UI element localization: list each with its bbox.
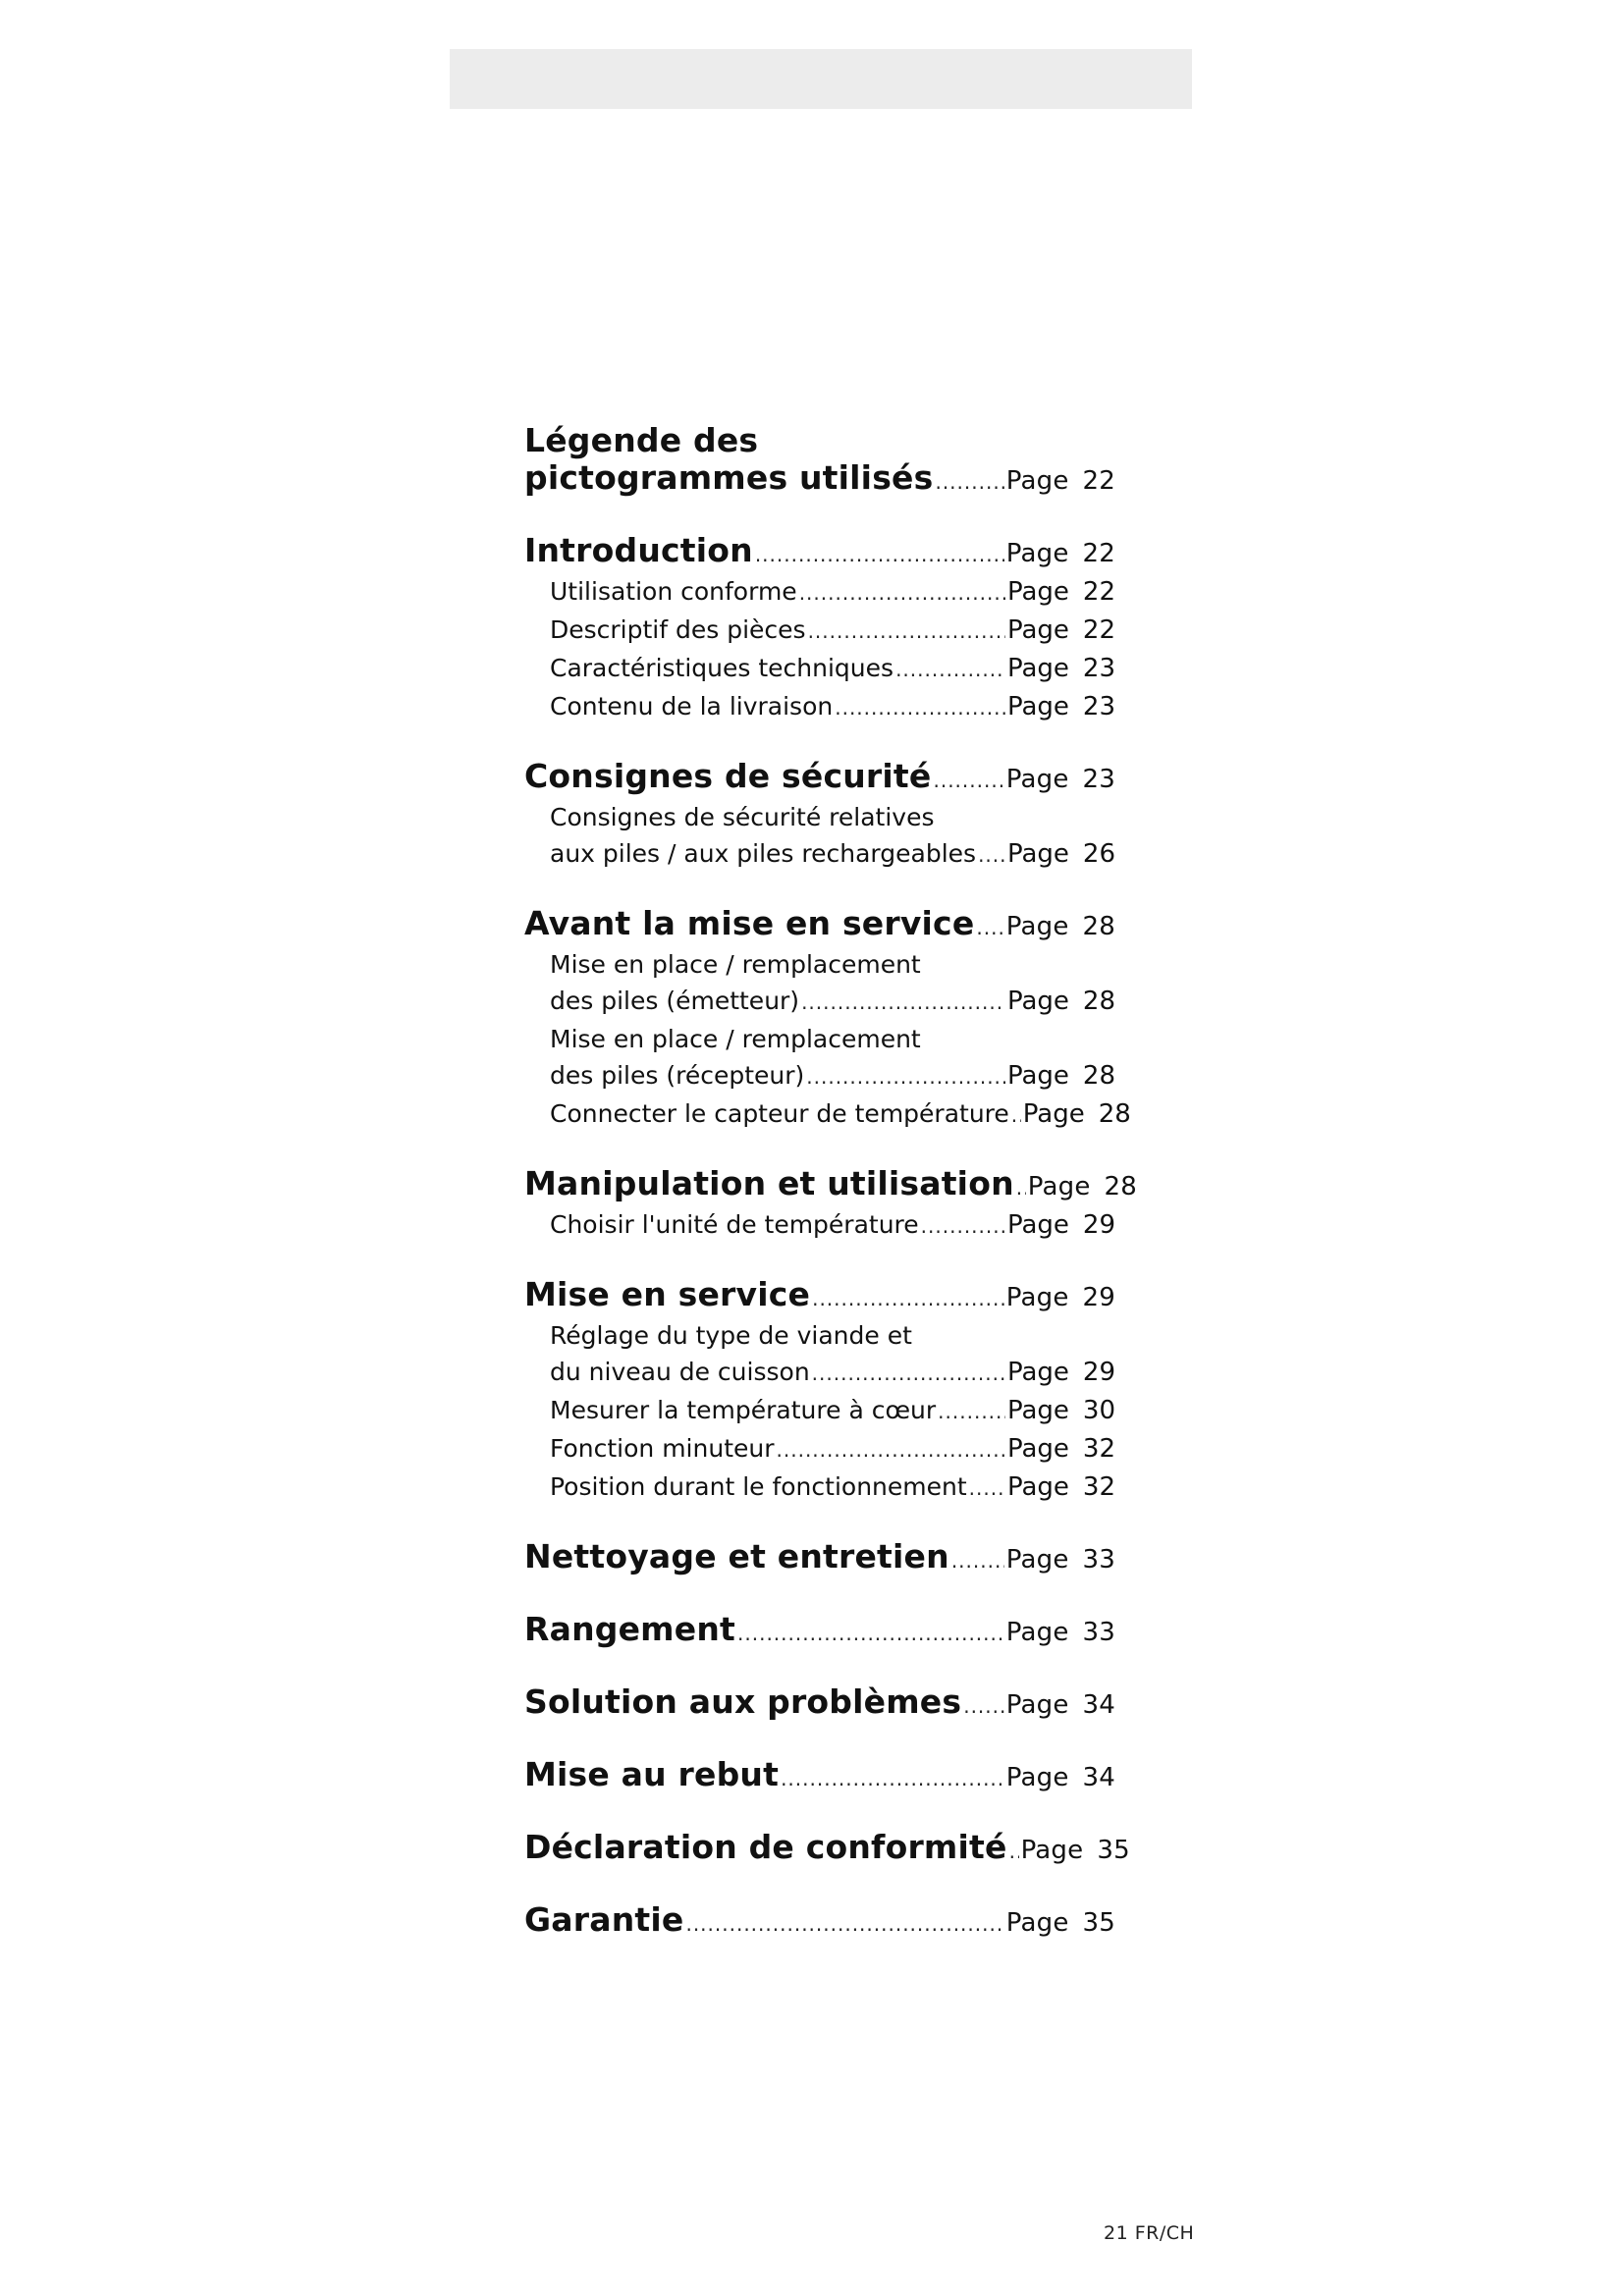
page-reference	[1007, 651, 1115, 687]
toc-subentry[interactable]	[524, 1095, 1131, 1134]
toc-entry[interactable]	[524, 1164, 1137, 1206]
page-label: Page	[1005, 912, 1069, 941]
toc-subentry[interactable]	[524, 983, 1115, 1021]
subsection-title-line: Réglage du type de viande et	[550, 1321, 912, 1350]
toc-entry[interactable]	[524, 532, 1115, 573]
toc-entry[interactable]	[524, 758, 1115, 799]
page-reference	[1006, 1686, 1115, 1724]
toc-subentry[interactable]	[524, 650, 1115, 688]
page-number: 30	[1082, 1396, 1115, 1425]
page-number: 28	[1082, 912, 1115, 941]
toc-entry[interactable]	[524, 1683, 1115, 1725]
toc-section	[524, 1164, 1137, 1245]
page-label: Page	[1005, 466, 1069, 496]
section-title: Mise en service	[524, 1275, 811, 1313]
dot-leader	[808, 614, 1005, 650]
toc-section	[524, 1538, 1115, 1579]
section-title: Mise au rebut	[524, 1755, 780, 1793]
page-reference	[1007, 1058, 1115, 1095]
dot-leader	[935, 463, 1003, 501]
dot-leader	[777, 1432, 1005, 1468]
toc-subentry[interactable]	[524, 1206, 1115, 1245]
toc-subentry[interactable]	[524, 573, 1115, 612]
subsection-title: Descriptif des pièces	[550, 615, 806, 644]
dot-leader	[976, 909, 1003, 946]
dot-leader	[685, 1905, 1003, 1943]
page-number: 32	[1082, 1472, 1115, 1502]
page-reference	[1007, 1207, 1115, 1244]
dot-leader	[969, 1470, 1005, 1507]
page-number: 23	[1082, 765, 1115, 794]
toc-subentry[interactable]	[524, 688, 1115, 726]
page-number: 23	[1082, 654, 1115, 683]
page-label: Page	[1005, 539, 1069, 568]
page-label: Page	[1005, 1690, 1069, 1720]
subsection-title-line: Mise en place / remplacement	[550, 1025, 921, 1053]
page-number: 29	[1082, 1358, 1115, 1387]
page-reference	[1007, 1431, 1115, 1468]
subsection-title: Utilisation conforme	[550, 577, 797, 606]
page-reference	[1007, 1469, 1115, 1506]
page-number: 22	[1082, 539, 1115, 568]
page-reference	[1006, 1614, 1115, 1651]
page-label: Page	[1005, 1283, 1069, 1312]
dot-leader	[799, 575, 1005, 612]
dot-leader	[835, 690, 1005, 726]
page-label: Page	[1006, 577, 1069, 607]
page-reference	[1006, 1759, 1115, 1796]
toc-section	[524, 1683, 1115, 1725]
page-number: 29	[1082, 1210, 1115, 1240]
page-reference	[1021, 1832, 1130, 1869]
subsection-title: des piles (récepteur)	[550, 1061, 805, 1090]
page-number: 23	[1082, 692, 1115, 721]
page-number: 34	[1082, 1763, 1115, 1792]
page-label: Page	[1006, 1472, 1069, 1502]
dot-leader	[1009, 1833, 1019, 1870]
dot-leader	[963, 1687, 1004, 1725]
toc-section	[524, 904, 1131, 1134]
toc-subentry[interactable]	[524, 1057, 1115, 1095]
page-label: Page	[1006, 987, 1069, 1016]
subsection-title: du niveau de cuisson	[550, 1358, 810, 1386]
dot-leader	[737, 1615, 1004, 1652]
dot-leader	[1011, 1097, 1021, 1134]
subsection-title: des piles (émetteur)	[550, 987, 800, 1015]
page-reference	[1006, 535, 1115, 572]
toc-section	[524, 1276, 1115, 1507]
dot-leader	[801, 985, 1005, 1021]
subsection-title: Caractéristiques techniques	[550, 654, 894, 682]
page-number: 28	[1104, 1172, 1137, 1201]
dot-leader	[895, 652, 1005, 688]
page-number: 22	[1082, 577, 1115, 607]
page-label: Page	[1006, 1434, 1069, 1464]
dot-leader	[755, 536, 1004, 573]
dot-leader	[921, 1208, 1005, 1245]
page-reference	[1007, 1355, 1115, 1391]
section-title: Manipulation et utilisation	[524, 1164, 1014, 1202]
subsection-title: aux piles / aux piles rechargeables	[550, 839, 977, 868]
toc-subentry[interactable]	[524, 612, 1115, 650]
page-label: Page	[1005, 1908, 1069, 1938]
toc-subentry[interactable]	[524, 1354, 1115, 1392]
section-title: Nettoyage et entretien	[524, 1537, 949, 1575]
section-title: pictogrammes utilisés	[524, 458, 934, 497]
page-number: 34	[1082, 1690, 1115, 1720]
page-number: 28	[1098, 1099, 1131, 1129]
page-label: Page	[1006, 615, 1069, 645]
page-label: Page	[1006, 654, 1069, 683]
dot-leader	[781, 1760, 1004, 1797]
toc-entry[interactable]	[524, 1756, 1115, 1797]
toc-subentry[interactable]	[524, 835, 1115, 874]
page-reference	[1007, 836, 1115, 873]
toc-section	[524, 422, 1115, 501]
page-label: Page	[1005, 1545, 1069, 1575]
page-label: Page	[1027, 1172, 1091, 1201]
page-reference	[1007, 613, 1115, 649]
page-label: Page	[1005, 1763, 1069, 1792]
dot-leader	[1016, 1169, 1026, 1206]
page-number: 22	[1082, 466, 1115, 496]
toc-entry[interactable]	[524, 1828, 1130, 1870]
toc-section	[524, 1828, 1130, 1870]
toc-section	[524, 532, 1115, 726]
page-number: 33	[1082, 1545, 1115, 1575]
page-reference	[1007, 1393, 1115, 1429]
page-number: 32	[1082, 1434, 1115, 1464]
subsection-title: Fonction minuteur	[550, 1434, 775, 1463]
section-title: Consignes de sécurité	[524, 757, 932, 795]
toc-section	[524, 1611, 1115, 1652]
page-label: Page	[1020, 1836, 1084, 1865]
page-number: 26	[1082, 839, 1115, 869]
page-label: Page	[1006, 1061, 1069, 1091]
page-number: 22	[1082, 615, 1115, 645]
toc-entry[interactable]	[524, 459, 1115, 501]
page-reference	[1006, 462, 1115, 500]
table-of-contents	[524, 421, 1137, 1974]
subsection-title: Position durant le fonctionnement	[550, 1472, 967, 1501]
page-label: Page	[1006, 692, 1069, 721]
page-reference	[1006, 1279, 1115, 1316]
section-title-line: Légende des	[524, 421, 759, 459]
section-title: Avant la mise en service	[524, 904, 975, 942]
header-band	[450, 49, 1192, 109]
page-reference	[1007, 689, 1115, 725]
page-reference	[1006, 908, 1115, 945]
toc-entry[interactable]	[524, 905, 1115, 946]
section-title: Déclaration de conformité	[524, 1828, 1007, 1866]
dot-leader	[938, 1394, 1005, 1430]
dot-leader	[933, 762, 1003, 799]
toc-entry[interactable]	[524, 1901, 1115, 1943]
toc-section	[524, 758, 1115, 874]
toc-section	[524, 1756, 1115, 1797]
page-reference	[1007, 984, 1115, 1020]
page-number: 28	[1082, 987, 1115, 1016]
subsection-title: Choisir l'unité de température	[550, 1210, 919, 1239]
page-reference	[1006, 1904, 1115, 1942]
page-reference	[1006, 761, 1115, 798]
page-number: 29	[1082, 1283, 1115, 1312]
dot-leader	[978, 837, 1005, 874]
dot-leader	[812, 1356, 1005, 1392]
toc-subentry[interactable]	[524, 1430, 1115, 1468]
toc-entry[interactable]	[524, 1276, 1115, 1317]
dot-leader	[951, 1542, 1004, 1579]
toc-entry[interactable]	[524, 1538, 1115, 1579]
page-reference	[1006, 1541, 1115, 1578]
toc-entry[interactable]	[524, 1611, 1115, 1652]
subsection-title-line: Consignes de sécurité relatives	[550, 803, 935, 831]
page-label: Page	[1006, 839, 1069, 869]
page-number: 35	[1097, 1836, 1130, 1865]
subsection-title: Connecter le capteur de température	[550, 1099, 1009, 1128]
subsection-title: Mesurer la température à cœur	[550, 1396, 937, 1424]
toc-subentry[interactable]	[524, 1392, 1115, 1430]
page-label: Page	[1006, 1358, 1069, 1387]
dot-leader	[806, 1059, 1005, 1095]
page-number: 33	[1082, 1618, 1115, 1647]
dot-leader	[812, 1280, 1004, 1317]
page-label: Page	[1005, 765, 1069, 794]
page-number: 35	[1082, 1908, 1115, 1938]
page-label: Page	[1022, 1099, 1085, 1129]
toc-section	[524, 1901, 1115, 1943]
page-label: Page	[1006, 1396, 1069, 1425]
section-title: Garantie	[524, 1900, 684, 1939]
subsection-title-line: Mise en place / remplacement	[550, 950, 921, 979]
section-title: Introduction	[524, 531, 753, 569]
page-number-footer: 21 FR/CH	[1104, 2222, 1195, 2244]
page-reference	[1007, 574, 1115, 611]
section-title: Solution aux problèmes	[524, 1682, 962, 1721]
subsection-title: Contenu de la livraison	[550, 692, 834, 721]
page-reference	[1023, 1096, 1131, 1133]
page-number: 28	[1082, 1061, 1115, 1091]
section-title: Rangement	[524, 1610, 736, 1648]
page-reference	[1028, 1168, 1137, 1205]
page-label: Page	[1005, 1618, 1069, 1647]
toc-subentry[interactable]	[524, 1468, 1115, 1507]
page-label: Page	[1006, 1210, 1069, 1240]
